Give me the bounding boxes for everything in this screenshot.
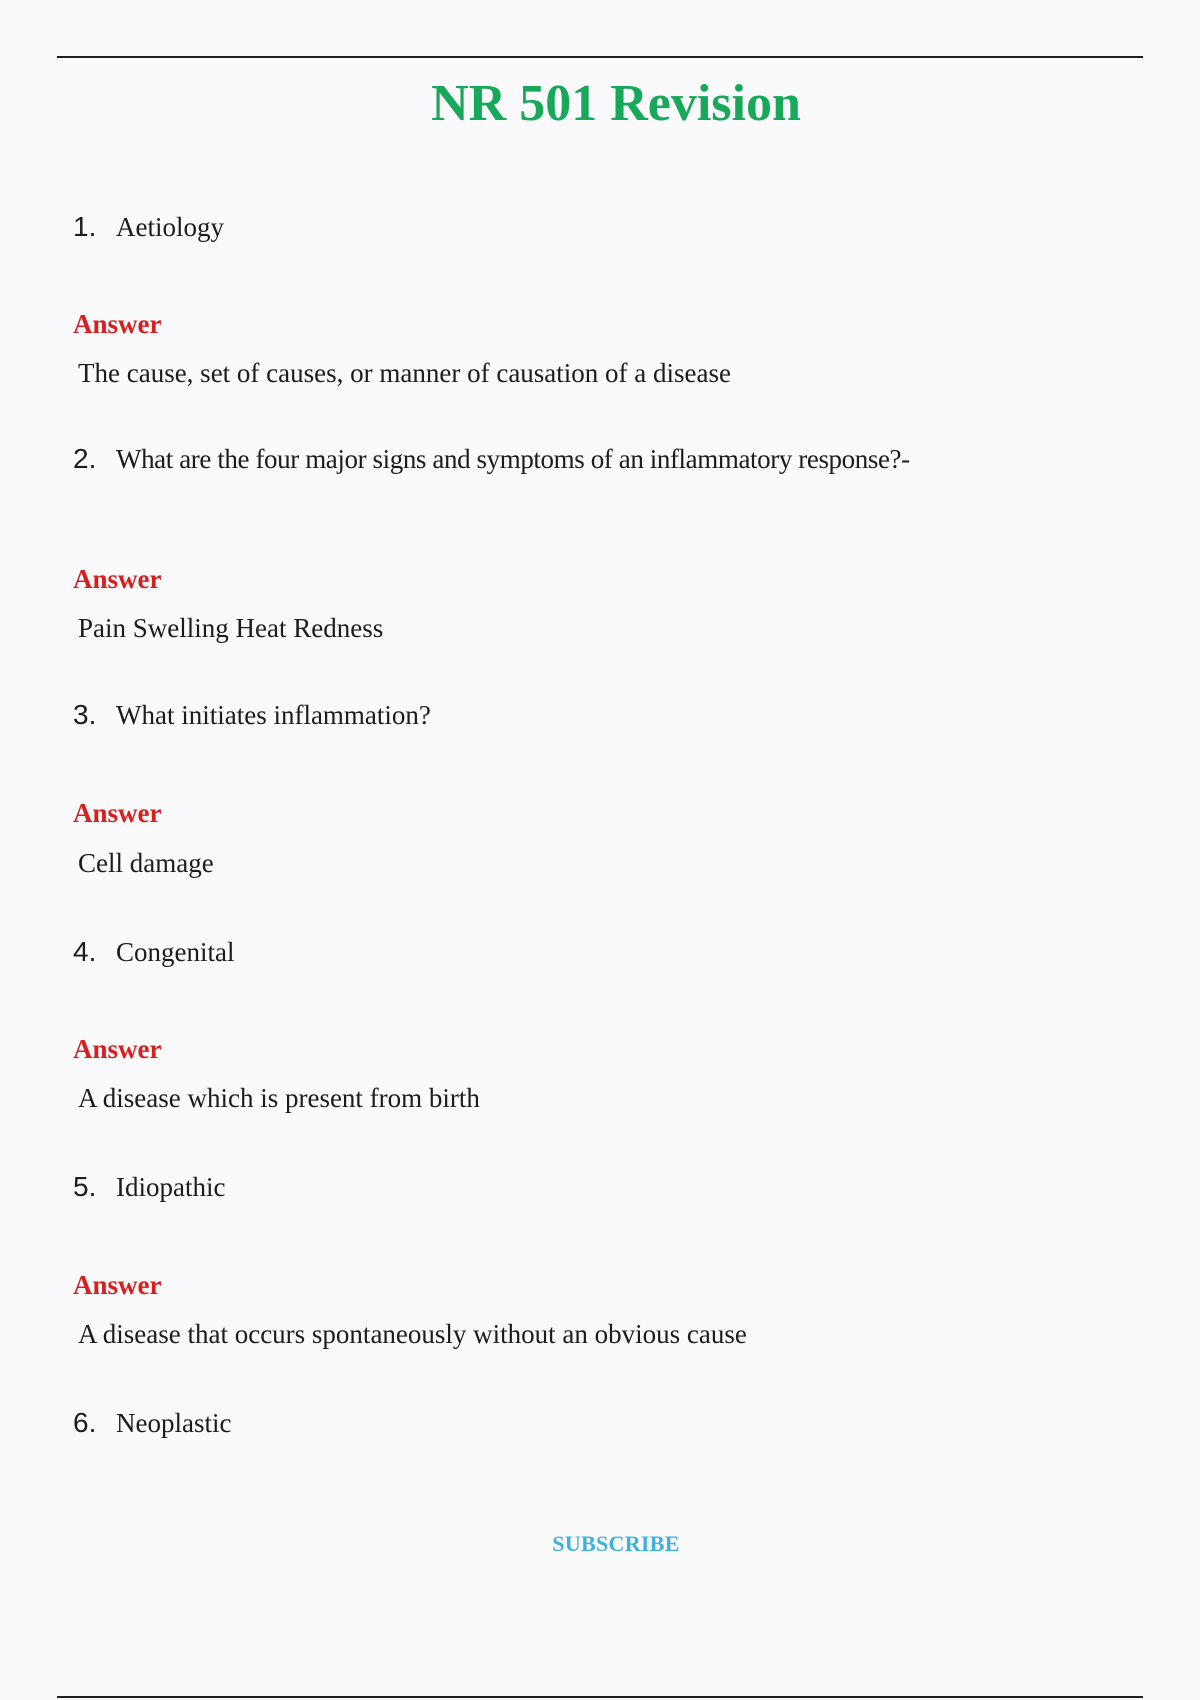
answer-text-5: A disease that occurs spontaneously without an obvious cause <box>78 1319 747 1349</box>
question-number: 1. <box>73 211 97 242</box>
subscribe-link[interactable]: SUBSCRIBE <box>552 1531 680 1556</box>
answer-label-3: Answer <box>73 798 162 828</box>
question-5 <box>73 1170 225 1204</box>
question-number: 6. <box>73 1407 97 1438</box>
question-text: Congenital <box>116 937 235 967</box>
question-text: Idiopathic <box>116 1172 226 1202</box>
question-text: What initiates inflammation? <box>116 700 431 730</box>
question-2 <box>73 442 910 476</box>
answer-text-3: Cell damage <box>78 848 214 878</box>
question-number: 5. <box>73 1171 97 1202</box>
answer-label-1: Answer <box>73 309 162 339</box>
question-6 <box>73 1406 231 1440</box>
page-title: NR 501 Revision <box>431 75 801 132</box>
answer-label-5: Answer <box>73 1270 162 1300</box>
answer-label-2: Answer <box>73 564 162 594</box>
question-number: 3. <box>73 699 97 730</box>
question-number: 2. <box>73 443 97 474</box>
answer-text-4: A disease which is present from birth <box>78 1083 480 1113</box>
question-text: Neoplastic <box>116 1408 232 1438</box>
question-text: What are the four major signs and symptoms of an inflammatory response?- <box>116 444 910 474</box>
question-number: 4. <box>73 936 97 967</box>
answer-text-1: The cause, set of causes, or manner of causation of a disease <box>78 358 731 388</box>
question-text: Aetiology <box>116 212 224 242</box>
answer-label-4: Answer <box>73 1034 162 1064</box>
answer-text-2: Pain Swelling Heat Redness <box>78 613 384 643</box>
question-4 <box>73 935 234 969</box>
question-3 <box>73 698 431 732</box>
top-rule <box>57 56 1143 58</box>
question-1 <box>73 210 224 244</box>
bottom-rule <box>57 1696 1143 1698</box>
